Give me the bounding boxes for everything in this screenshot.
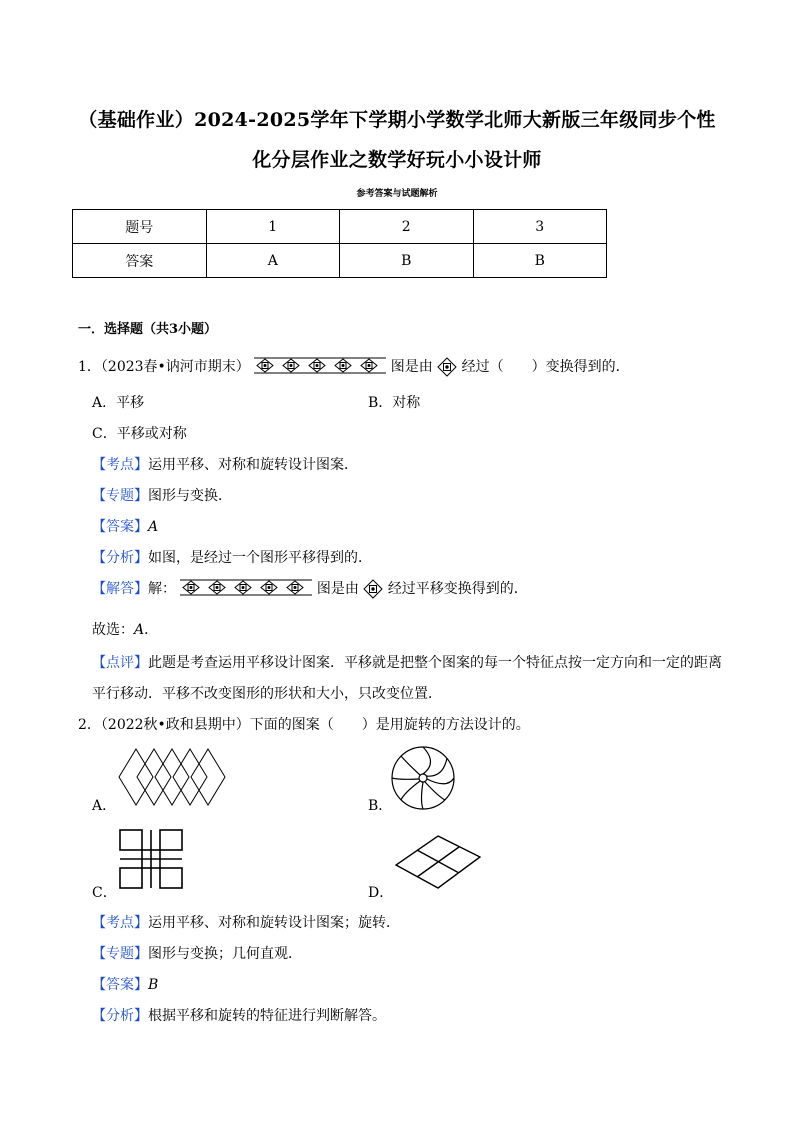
q1-guxuan-value: A [134,622,145,638]
q2-kaodian [92,912,400,932]
q1-kaodian-text: 运用平移、对称和旋转设计图案． [148,457,358,473]
q1-jieda [92,578,528,600]
q1-jieda-mid: 图是由 [316,581,359,597]
q2-fenxi-tag: 【分析】 [92,1008,148,1024]
q1-daan [92,516,158,536]
doc-title-line2: 化分层作业之数学好玩小小设计师 [252,149,542,171]
answer-table [72,209,607,278]
q2-zhuanti-tag: 【专题】 [92,946,148,962]
table-cell: 2 [340,210,474,244]
figure-a-diamond-chain [118,748,226,806]
q1-option-c: C．平移或对称 [92,426,187,442]
q1-daan-text: A [148,519,159,535]
figure-b-pinwheel [390,745,456,811]
table-cell: B [473,244,607,278]
figure-d-parallelogram-grid [395,835,481,889]
q1-guxuan-label: 故选： [92,622,134,638]
table-row [73,210,607,244]
q1-dianping-text-1: 此题是考查运用平移设计图案．平移就是把整个图案的每一个特征点按一定方向和一定的距离 [148,655,722,671]
q1-kaodian-tag: 【考点】 [92,457,148,473]
diamond-unit-figure [437,357,457,377]
q2-fenxi [92,1005,386,1025]
q1-fenxi-tag: 【分析】 [92,550,148,566]
q1-zhuanti [92,485,232,505]
q2-daan [92,974,158,994]
q1-jieda-tag: 【解答】 [92,581,148,597]
q1-dianping-cont: 平行移动．平移不改变图形的形状和大小，只改变位置． [92,686,442,702]
table-cell: B [340,244,474,278]
q1-daan-tag: 【答案】 [92,519,148,535]
diamond-unit-figure [363,579,383,599]
doc-subtitle: 参考答案与试题解析 [356,189,438,199]
q2-zhuanti [92,943,302,963]
table-cell: 题号 [73,210,207,244]
q2-kaodian-text: 运用平移、对称和旋转设计图案；旋转． [148,915,400,931]
pattern-row-figure [180,578,312,600]
q1-stem-post: 经过（ ）变换得到的． [461,359,630,375]
q2-option-a: A． [92,798,117,814]
q2-option-b: B． [368,798,393,814]
q1-dianping [92,652,722,672]
q1-guxuan-end: ． [144,622,159,638]
q1-dianping-tag: 【点评】 [92,655,148,671]
pattern-row-figure [254,356,386,378]
q2-daan-tag: 【答案】 [92,977,148,993]
q1-kaodian [92,454,358,474]
figure-c-square-cross [118,828,184,890]
q2-option-c: C． [92,885,117,901]
table-cell: 答案 [73,244,207,278]
q1-option-a: A．平移 [92,395,145,411]
table-cell: 1 [206,210,340,244]
q1-jieda-post: 经过平移变换得到的． [387,581,528,597]
q1-stem-pre: 1．（2023春•讷河市期末） [78,359,250,375]
table-cell: 3 [473,210,607,244]
q2-fenxi-text: 根据平移和旋转的特征进行判断解答。 [148,1008,386,1024]
q1-stem [78,356,630,378]
section-heading: 一．选择题（共3小题） [78,322,218,337]
q1-zhuanti-text: 图形与变换． [148,488,232,504]
q1-fenxi-text: 如图，是经过一个图形平移得到的． [148,550,372,566]
q2-option-d: D． [368,885,394,901]
doc-title-line1: （基础作业）2024-2025学年下学期小学数学北师大新版三年级同步个性 [78,109,716,131]
q1-fenxi [92,547,372,567]
table-cell: A [206,244,340,278]
q1-guxuan [92,619,158,639]
q1-stem-mid: 图是由 [390,359,433,375]
q1-zhuanti-tag: 【专题】 [92,488,148,504]
q1-jieda-pre: 解： [148,581,176,597]
q2-zhuanti-text: 图形与变换；几何直观． [148,946,302,962]
q2-kaodian-tag: 【考点】 [92,915,148,931]
q2-stem: 2．（2022秋•政和县期中）下面的图案（ ）是用旋转的方法设计的。 [78,717,530,733]
q1-option-b: B．对称 [368,395,421,411]
q2-daan-text: B [148,977,159,993]
table-row [73,244,607,278]
